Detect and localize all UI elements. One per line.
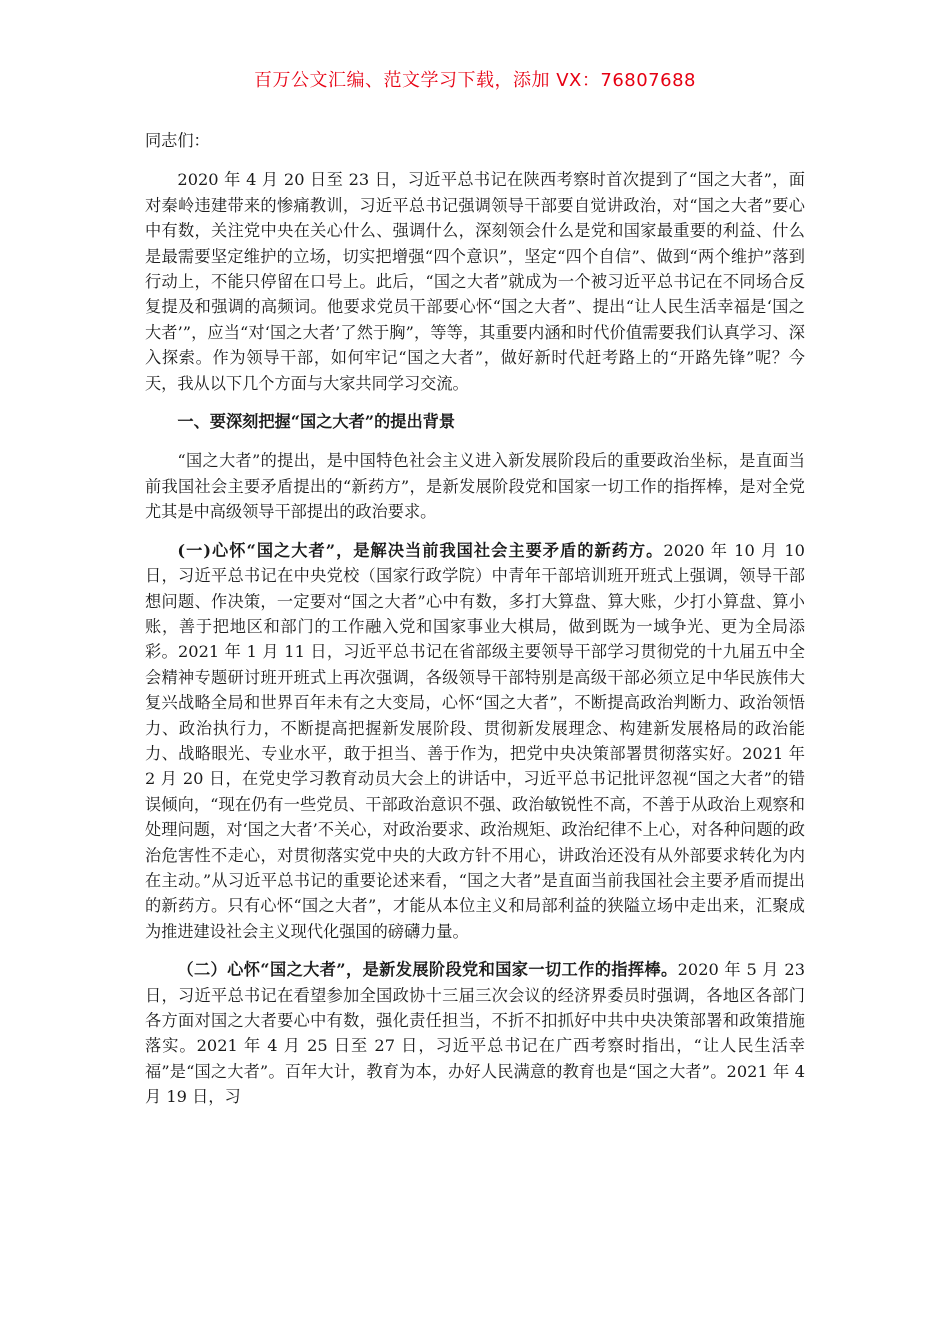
section-heading-1: 一、要深刻把握“国之大者”的提出背景 <box>177 412 456 432</box>
subsection-2-lead: （二）心怀“国之大者”，是新发展阶段党和国家一切工作的指挥棒。 <box>177 960 678 980</box>
salutation: 同志们： <box>145 131 210 150</box>
subsection-2-body: 2020 年 5 月 23 日，习近平总书记在看望参加全国政协十三届三次会议的经济界委员时强调，各地区各部门各方面对国之大者要心中有数，强化责任担当，不折不扣抓好中共中央决策部署和政策措施落实。2021 年 4 月 25 日至 27 日，习近平总书记在广西考察时指出，“让人民生活幸福”是“国之大者”。百年大计，教育为本，办好人民满意的教育也是“国之大者”。2021 年 4 月 19 日，习 <box>145 960 805 1107</box>
intro-paragraph: 2020 年 4 月 20 日至 23 日，习近平总书记在陕西考察时首次提到了“国之大者”，面对秦岭违建带来的惨痛教训，习近平总书记强调领导干部要自觉讲政治，对“国之大者”要心中有数，关注党中央在关心什么、强调什么，深刻领会什么是党和国家最重要的利益、什么是最需要坚定维护的立场，切实把增强“四个意识”，坚定“四个自信”、做到“两个维护”落到行动上，不能只停留在口号上。此后，“国之大者”就成为一个被习近平总书记在不同场合反复提及和强调的高频词。他要求党员干部要心怀“国之大者”、提出“让人民生活幸福是‘国之大者’”，应当“对‘国之大者’了然于胸”，等等，其重要内涵和时代价值需要我们认真学习、深入探索。作为领导干部，如何牢记“国之大者”，做好新时代赶考路上的“开路先锋”呢？今天，我从以下几个方面与大家共同学习交流。 <box>145 170 805 393</box>
subsection-2-paragraph <box>145 957 805 1109</box>
section-1-intro-paragraph: “国之大者”的提出，是中国特色社会主义进入新发展阶段后的重要政治坐标，是直面当前我国社会主要矛盾提出的“新药方”，是新发展阶段党和国家一切工作的指挥棒，是对全党尤其是中高级领导干部提出的政治要求。 <box>145 451 805 522</box>
header-banner: 百万公文汇编、范文学习下载，添加 VX：76807688 <box>254 70 696 91</box>
subsection-1-paragraph <box>145 538 805 945</box>
subsection-1-lead: (一)心怀“国之大者”，是解决当前我国社会主要矛盾的新药方。 <box>177 540 664 560</box>
document-body <box>145 118 805 1110</box>
subsection-1-body: 2020 年 10 月 10 日，习近平总书记在中央党校（国家行政学院）中青年干部培训班开班式上强调，领导干部想问题、作决策，一定要对“国之大者”心中有数，多打大算盘、算大账，少打小算盘、算小账，善于把地区和部门的工作融入党和国家事业大棋局，做到既为一域争光、更为全局添彩。2021 年 1 月 11 日，习近平总书记在省部级主要领导干部学习贯彻党的十九届五中全会精神专题研讨班开班式上再次强调，各级领导干部特别是高级干部必须立足中华民族伟大复兴战略全局和世界百年未有之大变局，心怀“国之大者”，不断提高政治判断力、政治领悟力、政治执行力，不断提高把握新发展阶段、贯彻新发展理念、构建新发展格局的政治能力、战略眼光、专业水平，敢于担当、善于作为，把党中央决策部署贯彻落实好。2021 年 2 月 20 日，在党史学习教育动员大会上的讲话中，习近平总书记批评忽视“国之大者”的错误倾向，“现在仍有一些党员、干部政治意识不强、政治敏锐性不高，不善于从政治上观察和处理问题，对‘国之大者’不关心，对政治要求、政治规矩、政治纪律不上心，对各种问题的政治危害性不走心，对贯彻落实党中央的大政方针不用心，讲政治还没有从外部要求转化为内在主动。”从习近平总书记的重要论述来看，“国之大者”是直面当前我国社会主要矛盾而提出的新药方。只有心怀“国之大者”，才能从本位主义和局部利益的狭隘立场中走出来，汇聚成为推进建设社会主义现代化强国的磅礴力量。 <box>145 540 805 941</box>
